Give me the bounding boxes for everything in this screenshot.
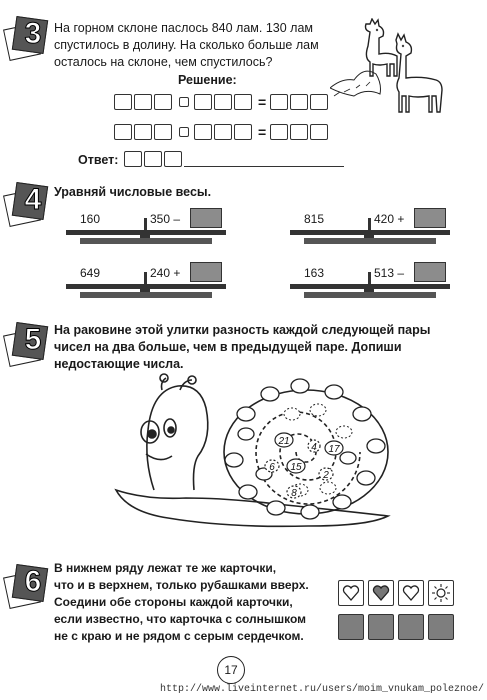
scale-right-value: 240 + (150, 266, 181, 280)
task3-text (54, 20, 319, 71)
llamas-illustration (330, 18, 480, 128)
digit-box[interactable] (114, 124, 132, 140)
digit-box[interactable] (124, 151, 142, 167)
text-line: спустилось в долину. На сколько больше лам (54, 38, 319, 52)
text-line: На раковине этой улитки разность каждой следующей пары (54, 323, 431, 337)
solution-row-2 (114, 124, 330, 140)
scale-right-value: 350 – (150, 212, 181, 226)
digit-box[interactable] (310, 124, 328, 140)
answer-line[interactable] (184, 166, 344, 167)
shell-number: 2 (323, 470, 329, 481)
task4-title: Уравняй числовые весы. (54, 185, 212, 199)
number-scale (66, 266, 226, 306)
digit-box[interactable] (214, 124, 232, 140)
text-line: В нижнем ряду лежат те же карточки, (54, 561, 277, 575)
number-scale (290, 266, 450, 306)
text-line: если известно, что карточка с солнышком (54, 612, 307, 626)
scale-right-value: 420 + (374, 212, 405, 226)
shell-number: 15 (290, 462, 302, 473)
text-line: осталось на склоне, чем спустилось? (54, 55, 273, 69)
number-scale (66, 212, 226, 252)
shell-number: 8 (291, 488, 297, 499)
text-line: Соедини обе стороны каждой карточки, (54, 595, 293, 609)
digit-box[interactable] (134, 94, 152, 110)
scale-left-value: 649 (80, 266, 101, 280)
heart-outline-icon (339, 581, 363, 605)
heart-outline-icon (399, 581, 423, 605)
solution-label: Решение: (178, 73, 237, 87)
task-number: 3 (24, 17, 42, 50)
card-back[interactable] (368, 614, 394, 640)
digit-box[interactable] (194, 94, 212, 110)
text-line: не с краю и не рядом с серым сердечком. (54, 629, 304, 643)
digit-box[interactable] (290, 94, 308, 110)
heart-filled-icon (369, 581, 393, 605)
digit-box[interactable] (134, 124, 152, 140)
shell-number: 6 (269, 462, 275, 473)
card-white-heart-2[interactable] (398, 580, 424, 606)
task6-text (54, 560, 309, 645)
shell-number: 21 (278, 436, 290, 447)
digit-box[interactable] (154, 124, 172, 140)
digit-box[interactable] (234, 94, 252, 110)
text-line: На горном склоне паслось 840 лам. 130 лам (54, 21, 314, 35)
answer-box[interactable] (190, 262, 222, 282)
equals-sign: = (258, 94, 267, 110)
shell-number: 4 (311, 442, 317, 453)
task-number-badge (6, 182, 52, 228)
task-number: 5 (24, 323, 42, 356)
card-sun[interactable] (428, 580, 454, 606)
card-white-heart[interactable] (338, 580, 364, 606)
digit-box[interactable] (154, 94, 172, 110)
scale-left-value: 815 (304, 212, 325, 226)
card-gray-heart[interactable] (368, 580, 394, 606)
task-number: 6 (24, 565, 42, 598)
digit-box[interactable] (270, 94, 288, 110)
scale-left-value: 163 (304, 266, 325, 280)
task-number-badge (6, 16, 52, 62)
digit-box[interactable] (114, 94, 132, 110)
footer-url: http://www.liveinternet.ru/users/moim_vnukam_poleznoe/ (160, 684, 485, 695)
digit-box[interactable] (214, 94, 232, 110)
scale-right-value: 513 – (374, 266, 405, 280)
solution-row-1 (114, 94, 330, 110)
digit-box[interactable] (144, 151, 162, 167)
shell-number: 17 (328, 444, 340, 455)
card-back[interactable] (398, 614, 424, 640)
answer-box[interactable] (190, 208, 222, 228)
digit-box[interactable] (290, 124, 308, 140)
task5-text (54, 322, 482, 373)
digit-box[interactable] (270, 124, 288, 140)
equals-sign: = (258, 124, 267, 140)
scale-left-value: 160 (80, 212, 101, 226)
text-line: недостающие числа. (54, 357, 184, 371)
sun-icon (429, 581, 453, 605)
digit-box[interactable] (234, 124, 252, 140)
digit-box[interactable] (164, 151, 182, 167)
card-back[interactable] (428, 614, 454, 640)
digit-box[interactable] (194, 124, 212, 140)
card-back[interactable] (338, 614, 364, 640)
page-number: 17 (217, 656, 245, 684)
text-line: чисел на два больше, чем в предыдущей паре. Допиши (54, 340, 402, 354)
digit-box[interactable] (310, 94, 328, 110)
answer-boxes (124, 151, 184, 167)
answer-label: Ответ: (78, 153, 119, 167)
text-line: что и в верхнем, только рубашками вверх. (54, 578, 309, 592)
snail-illustration (96, 370, 396, 540)
operator-box[interactable] (179, 127, 189, 137)
task-number-badge (6, 564, 52, 610)
answer-box[interactable] (414, 208, 446, 228)
answer-box[interactable] (414, 262, 446, 282)
operator-box[interactable] (179, 97, 189, 107)
task-number-badge (6, 322, 52, 368)
task-number: 4 (24, 183, 42, 216)
number-scale (290, 212, 450, 252)
